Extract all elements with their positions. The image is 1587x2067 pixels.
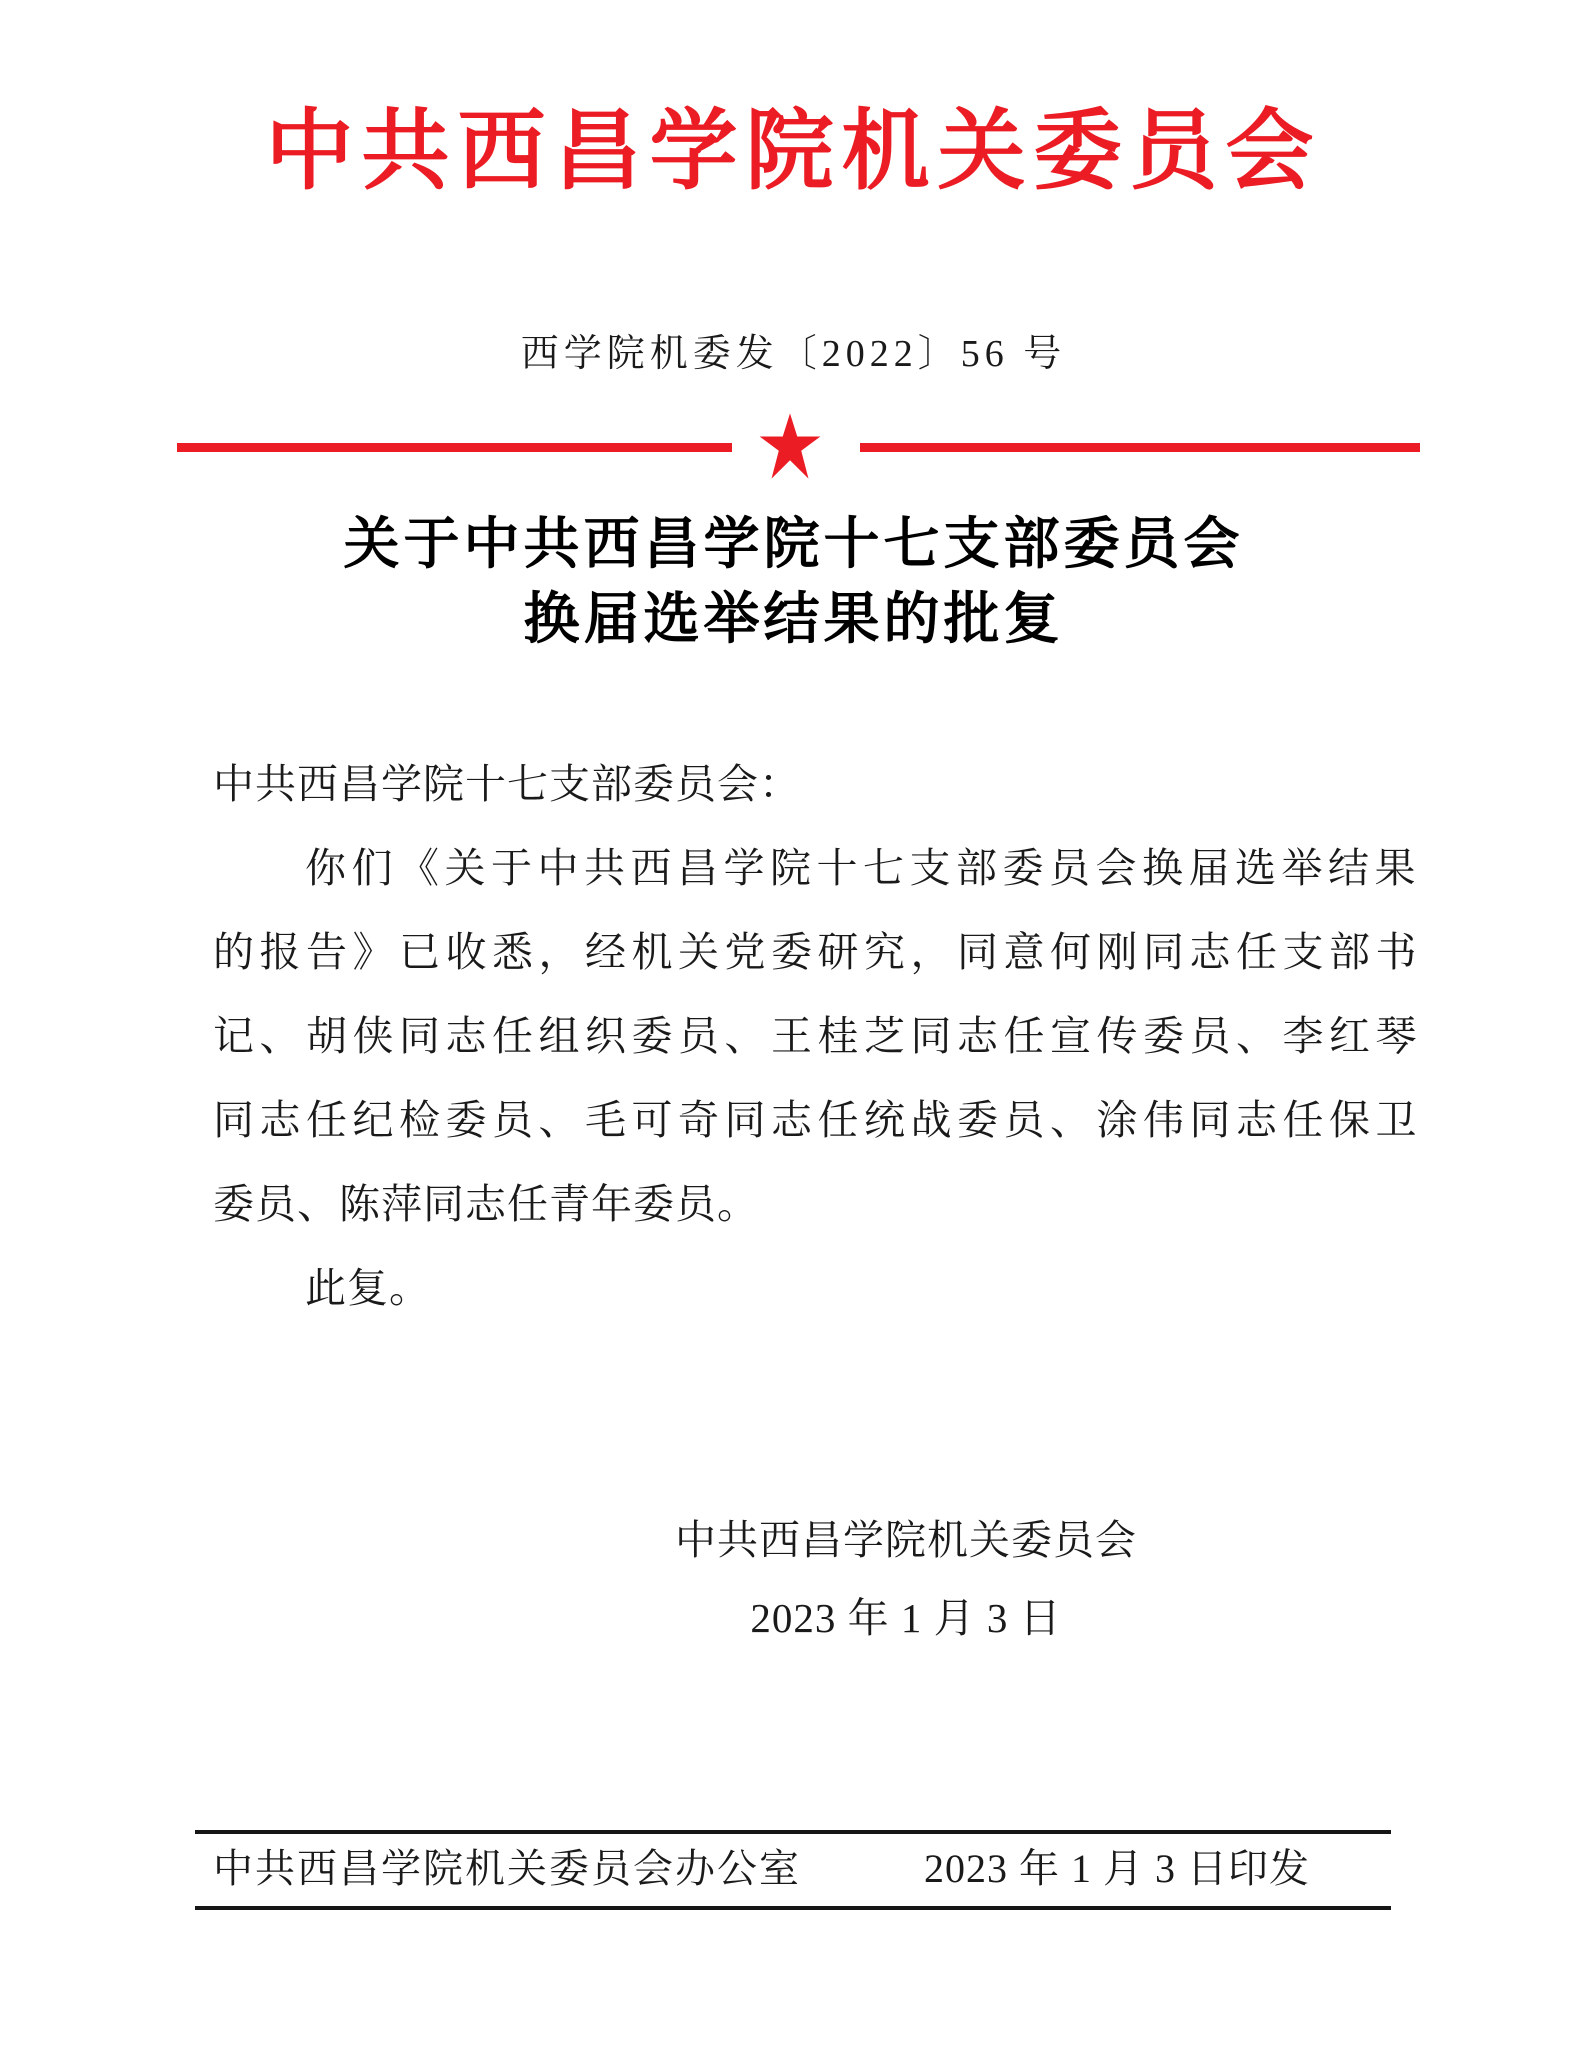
document-title-line1: 关于中共西昌学院十七支部委员会	[343, 512, 1244, 575]
salutation: 中共西昌学院十七支部委员会：	[213, 761, 801, 807]
signature-block	[660, 1516, 1152, 1642]
red-star-icon	[757, 412, 823, 480]
body-line: 委员、陈萍同志任青年委员。	[213, 1181, 759, 1227]
letterhead-org-title: 中共西昌学院机关委员会	[265, 104, 1322, 201]
document-body	[213, 742, 1423, 1330]
body-line: 记、胡侠同志任组织委员、王桂芝同志任宣传委员、李红琴	[213, 1013, 1422, 1059]
red-divider-right	[860, 443, 1420, 452]
footer-rule-top	[195, 1830, 1391, 1834]
document-number: 西学院机委发〔2022〕56 号	[520, 333, 1067, 375]
body-line: 你们《关于中共西昌学院十七支部委员会换届选举结果	[305, 845, 1421, 891]
document-title	[0, 506, 1587, 656]
signature-org: 中共西昌学院机关委员会	[675, 1517, 1137, 1563]
red-divider-left	[177, 443, 732, 452]
footer-print-date: 2023 年 1 月 3 日印发	[924, 1846, 1310, 1891]
footer	[213, 1846, 1310, 1892]
signature-date: 2023 年 1 月 3 日	[750, 1595, 1062, 1641]
body-line: 同志任纪检委员、毛可奇同志任统战委员、涂伟同志任保卫	[213, 1097, 1422, 1143]
body-line: 的报告》已收悉，经机关党委研究，同意何刚同志任支部书	[213, 929, 1422, 975]
footer-rule-bottom	[195, 1906, 1391, 1910]
document-title-line2: 换届选举结果的批复	[523, 587, 1064, 650]
closing-phrase: 此复。	[305, 1265, 431, 1311]
footer-issuing-office: 中共西昌学院机关委员会办公室	[213, 1846, 801, 1891]
